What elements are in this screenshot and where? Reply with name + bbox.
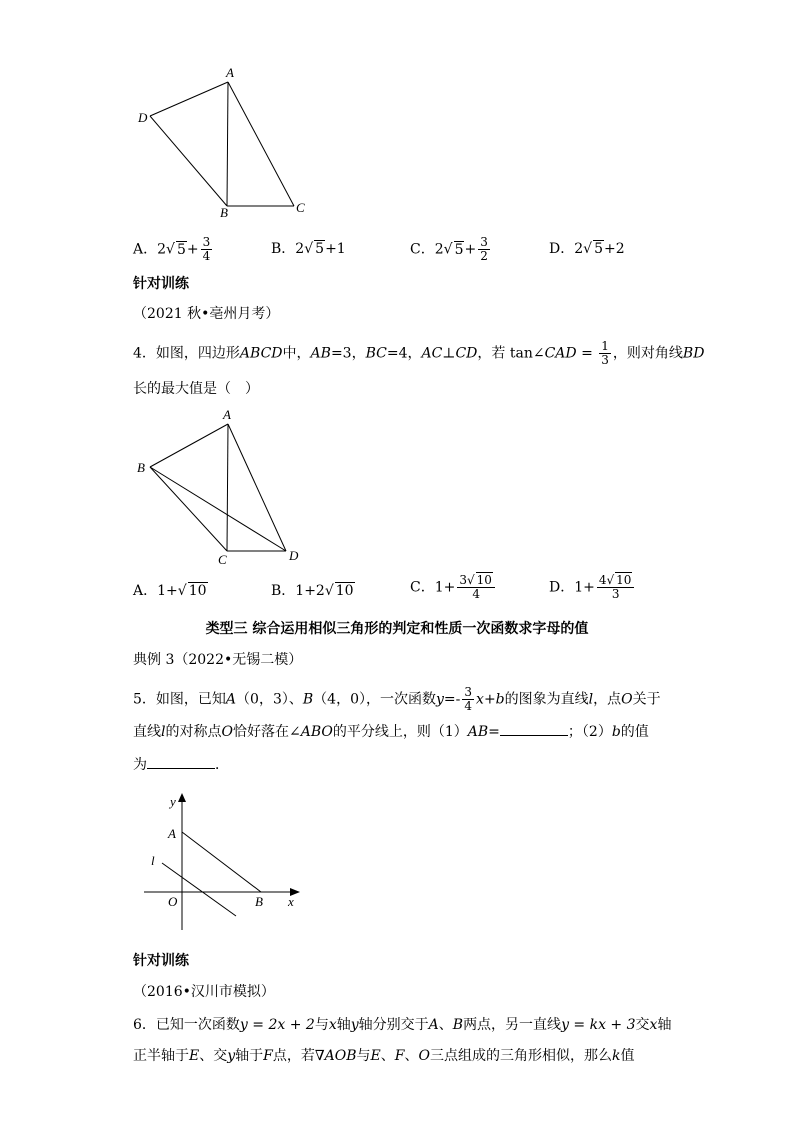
- fig3-label-x: x: [288, 894, 294, 909]
- fig1-label-b: B: [220, 205, 228, 220]
- example-3-source: 典例 3（2022•无锡二模）: [133, 652, 303, 668]
- q4-option-a: A．1+√ 10: [133, 583, 207, 599]
- q4-option-b: B．1+2√ 10: [271, 583, 354, 599]
- q4-option-d: D．1+ $\frac{4√ 10}{3}$: [549, 574, 636, 601]
- figure-quadrilateral-2: [130, 402, 330, 572]
- q4-line-2: 长的最大值是（ ）: [133, 381, 259, 397]
- q4-option-c: C．1+ $\frac{3√ 10}{4}$: [410, 574, 497, 601]
- fig2-label-c: C: [218, 552, 227, 567]
- fig3-label-l: l: [151, 853, 155, 868]
- q3-option-c: C．2√ 5+ $\frac{3}{2}$: [410, 235, 488, 263]
- fig2-label-d: D: [289, 548, 299, 563]
- q5-line-3: 为 ．: [133, 757, 229, 773]
- section-heading-practice-1: 针对训练: [133, 276, 189, 292]
- fig2-label-a: A: [223, 407, 231, 422]
- fig3-label-y: y: [170, 794, 176, 809]
- answer-blank-b[interactable]: [147, 768, 215, 769]
- fig3-label-o: O: [168, 894, 178, 909]
- section-source-1: （2021 秋•亳州月考）: [133, 306, 280, 322]
- figure-quadrilateral-1: [130, 60, 330, 230]
- fig1-label-a: A: [226, 65, 234, 80]
- fig1-label-c: C: [296, 200, 305, 215]
- answer-blank-ab[interactable]: [500, 735, 568, 736]
- q4-line-1: 4．如图，四边形ABCD中，AB=3，BC=4，AC⊥CD，若 tan∠CAD = $\frac{1}{3}$ ，则对角线BD: [133, 339, 705, 367]
- fig3-label-a: A: [168, 826, 176, 841]
- q3-option-a: A．2√ 5+ $\frac{3}{4}$: [133, 235, 211, 263]
- q6-line-2: 正半轴于E、交y轴于F点，若∇AOB与E、F、O三点组成的三角形相似，那么k值: [133, 1048, 635, 1064]
- section-heading-practice-2: 针对训练: [133, 953, 189, 969]
- q5-line-1: 5．如图，已知A（0，3）、B（4，0），一次函数y=- $\frac{3}{4}$ x+b的图象为直线l，点O关于: [133, 685, 661, 713]
- fig3-label-b: B: [255, 894, 263, 909]
- fig2-label-b: B: [137, 460, 145, 475]
- q6-line-1: 6．已知一次函数y = 2x + 2与x轴y轴分别交于A、B两点，另一直线y = kx + 3交x轴: [133, 1017, 672, 1033]
- figure-coordinate-plane: [140, 790, 310, 935]
- q3-option-d: D．2√ 5+2: [549, 241, 625, 257]
- q5-line-2: 直线l的对称点O恰好落在∠ABO的平分线上，则（1）AB= ；（2）b的值: [133, 724, 649, 740]
- fig1-label-d: D: [138, 110, 148, 125]
- q3-option-b: B．2√ 5+1: [271, 241, 346, 257]
- type3-heading: 类型三 综合运用相似三角形的判定和性质一次函数求字母的值: [205, 621, 589, 637]
- section-source-2: （2016•汉川市模拟）: [133, 984, 275, 1000]
